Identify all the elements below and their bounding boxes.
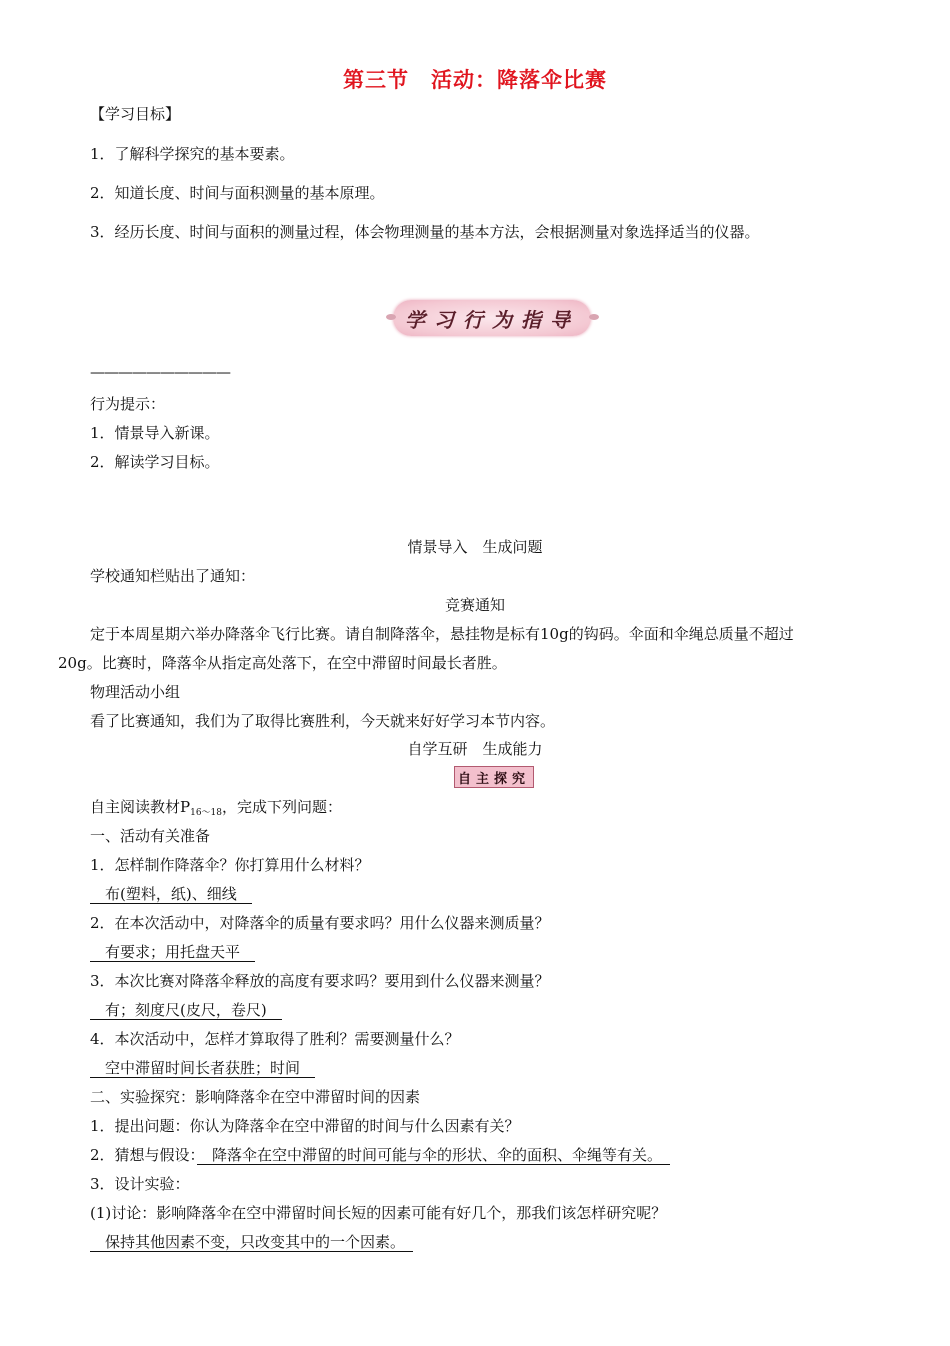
part2-item: 3．设计实验： (90, 1175, 190, 1193)
question-text: 3．本次比赛对降落伞释放的高度有要求吗？要用到什么仪器来测量？ (90, 972, 550, 990)
reading-pages: 16～18 (190, 808, 222, 818)
part2-heading: 二、实验探究：影响降落伞在空中滞留时间的因素 (90, 1088, 421, 1106)
discussion-text: (1)讨论：影响降落伞在空中滞留时间长短的因素可能有好几个，那我们该怎样研究呢？ (90, 1204, 667, 1222)
reading-suffix: ，完成下列问题： (222, 798, 343, 816)
question-text: 4．本次活动中，怎样才算取得了胜利？需要测量什么？ (90, 1030, 460, 1048)
part1-heading: 一、活动有关准备 (90, 827, 211, 845)
answer-text: 有要求；用托盘天平 (90, 943, 256, 961)
hypothesis-answer: 降落伞在空中滞留的时间可能与伞的形状、伞的面积、伞绳等有关。 (197, 1146, 670, 1164)
objective-item: 3．经历长度、时间与面积的测量过程，体会物理测量的基本方法，会根据测量对象选择适当的仪器。 (90, 223, 760, 241)
reading-prefix: 自主阅读教材P (90, 798, 191, 816)
objective-item: 1．了解科学探究的基本要素。 (90, 145, 295, 163)
answer-line (90, 1058, 315, 1078)
part2-item: 1．提出问题：你认为降落伞在空中滞留的时间与什么因素有关？ (90, 1117, 520, 1135)
part2-item (90, 1145, 670, 1165)
page-title: 第三节 活动：降落伞比赛 (343, 68, 607, 92)
notice-signature: 物理活动小组 (90, 683, 181, 701)
question-text: 2．在本次活动中，对降落伞的质量有要求吗？用什么仪器来测质量？ (90, 914, 550, 932)
answer-text: 有；刻度尺(皮尺，卷尺) (90, 1001, 282, 1019)
hint-item: 2．解读学习目标。 (90, 453, 220, 471)
banner-label: 学习行为指导 (405, 307, 579, 332)
stamp-label: 自主探究 (457, 771, 530, 787)
intro-closing: 看了比赛通知，我们为了取得比赛胜利，今天就来好好学习本节内容。 (90, 712, 556, 730)
hint-item: 1．情景导入新课。 (90, 424, 220, 442)
self-study-stamp (454, 766, 534, 788)
section-heading-study: 自学互研 生成能力 (407, 740, 543, 758)
objective-item: 2．知道长度、时间与面积测量的基本原理。 (90, 184, 385, 202)
section-heading-intro: 情景导入 生成问题 (407, 538, 543, 556)
section-banner (393, 300, 591, 336)
answer-line (90, 942, 255, 962)
answer-text: 布(塑料，纸)、细线 (90, 885, 252, 903)
hypothesis-label: 2．猜想与假设： (90, 1146, 198, 1164)
question-text: 1．怎样制作降落伞？你打算用什么材料？ (90, 856, 370, 874)
notice-title: 竞赛通知 (444, 596, 505, 614)
notice-text-line1: 定于本周星期六举办降落伞飞行比赛。请自制降落伞，悬挂物是标有10g的钩码。伞面和伞绳总质量不超过 (90, 625, 794, 643)
hint-label: 行为提示： (90, 395, 166, 413)
discussion-answer: 保持其他因素不变，只改变其中的一个因素。 (90, 1233, 413, 1251)
answer-line (90, 1000, 282, 1020)
answer-line (90, 1232, 413, 1252)
banner-ornament-right (589, 314, 599, 320)
notice-intro: 学校通知栏贴出了通知： (90, 567, 256, 585)
answer-text: 空中滞留时间长者获胜；时间 (90, 1059, 316, 1077)
answer-line (90, 884, 252, 904)
notice-text-line2: 20g。比赛时，降落伞从指定高处落下，在空中滞留时间最长者胜。 (58, 654, 507, 672)
reading-instruction (90, 797, 342, 820)
objectives-heading: 【学习目标】 (90, 105, 181, 123)
divider-rule: —————————— (90, 363, 230, 381)
banner-ornament-left (386, 314, 396, 320)
